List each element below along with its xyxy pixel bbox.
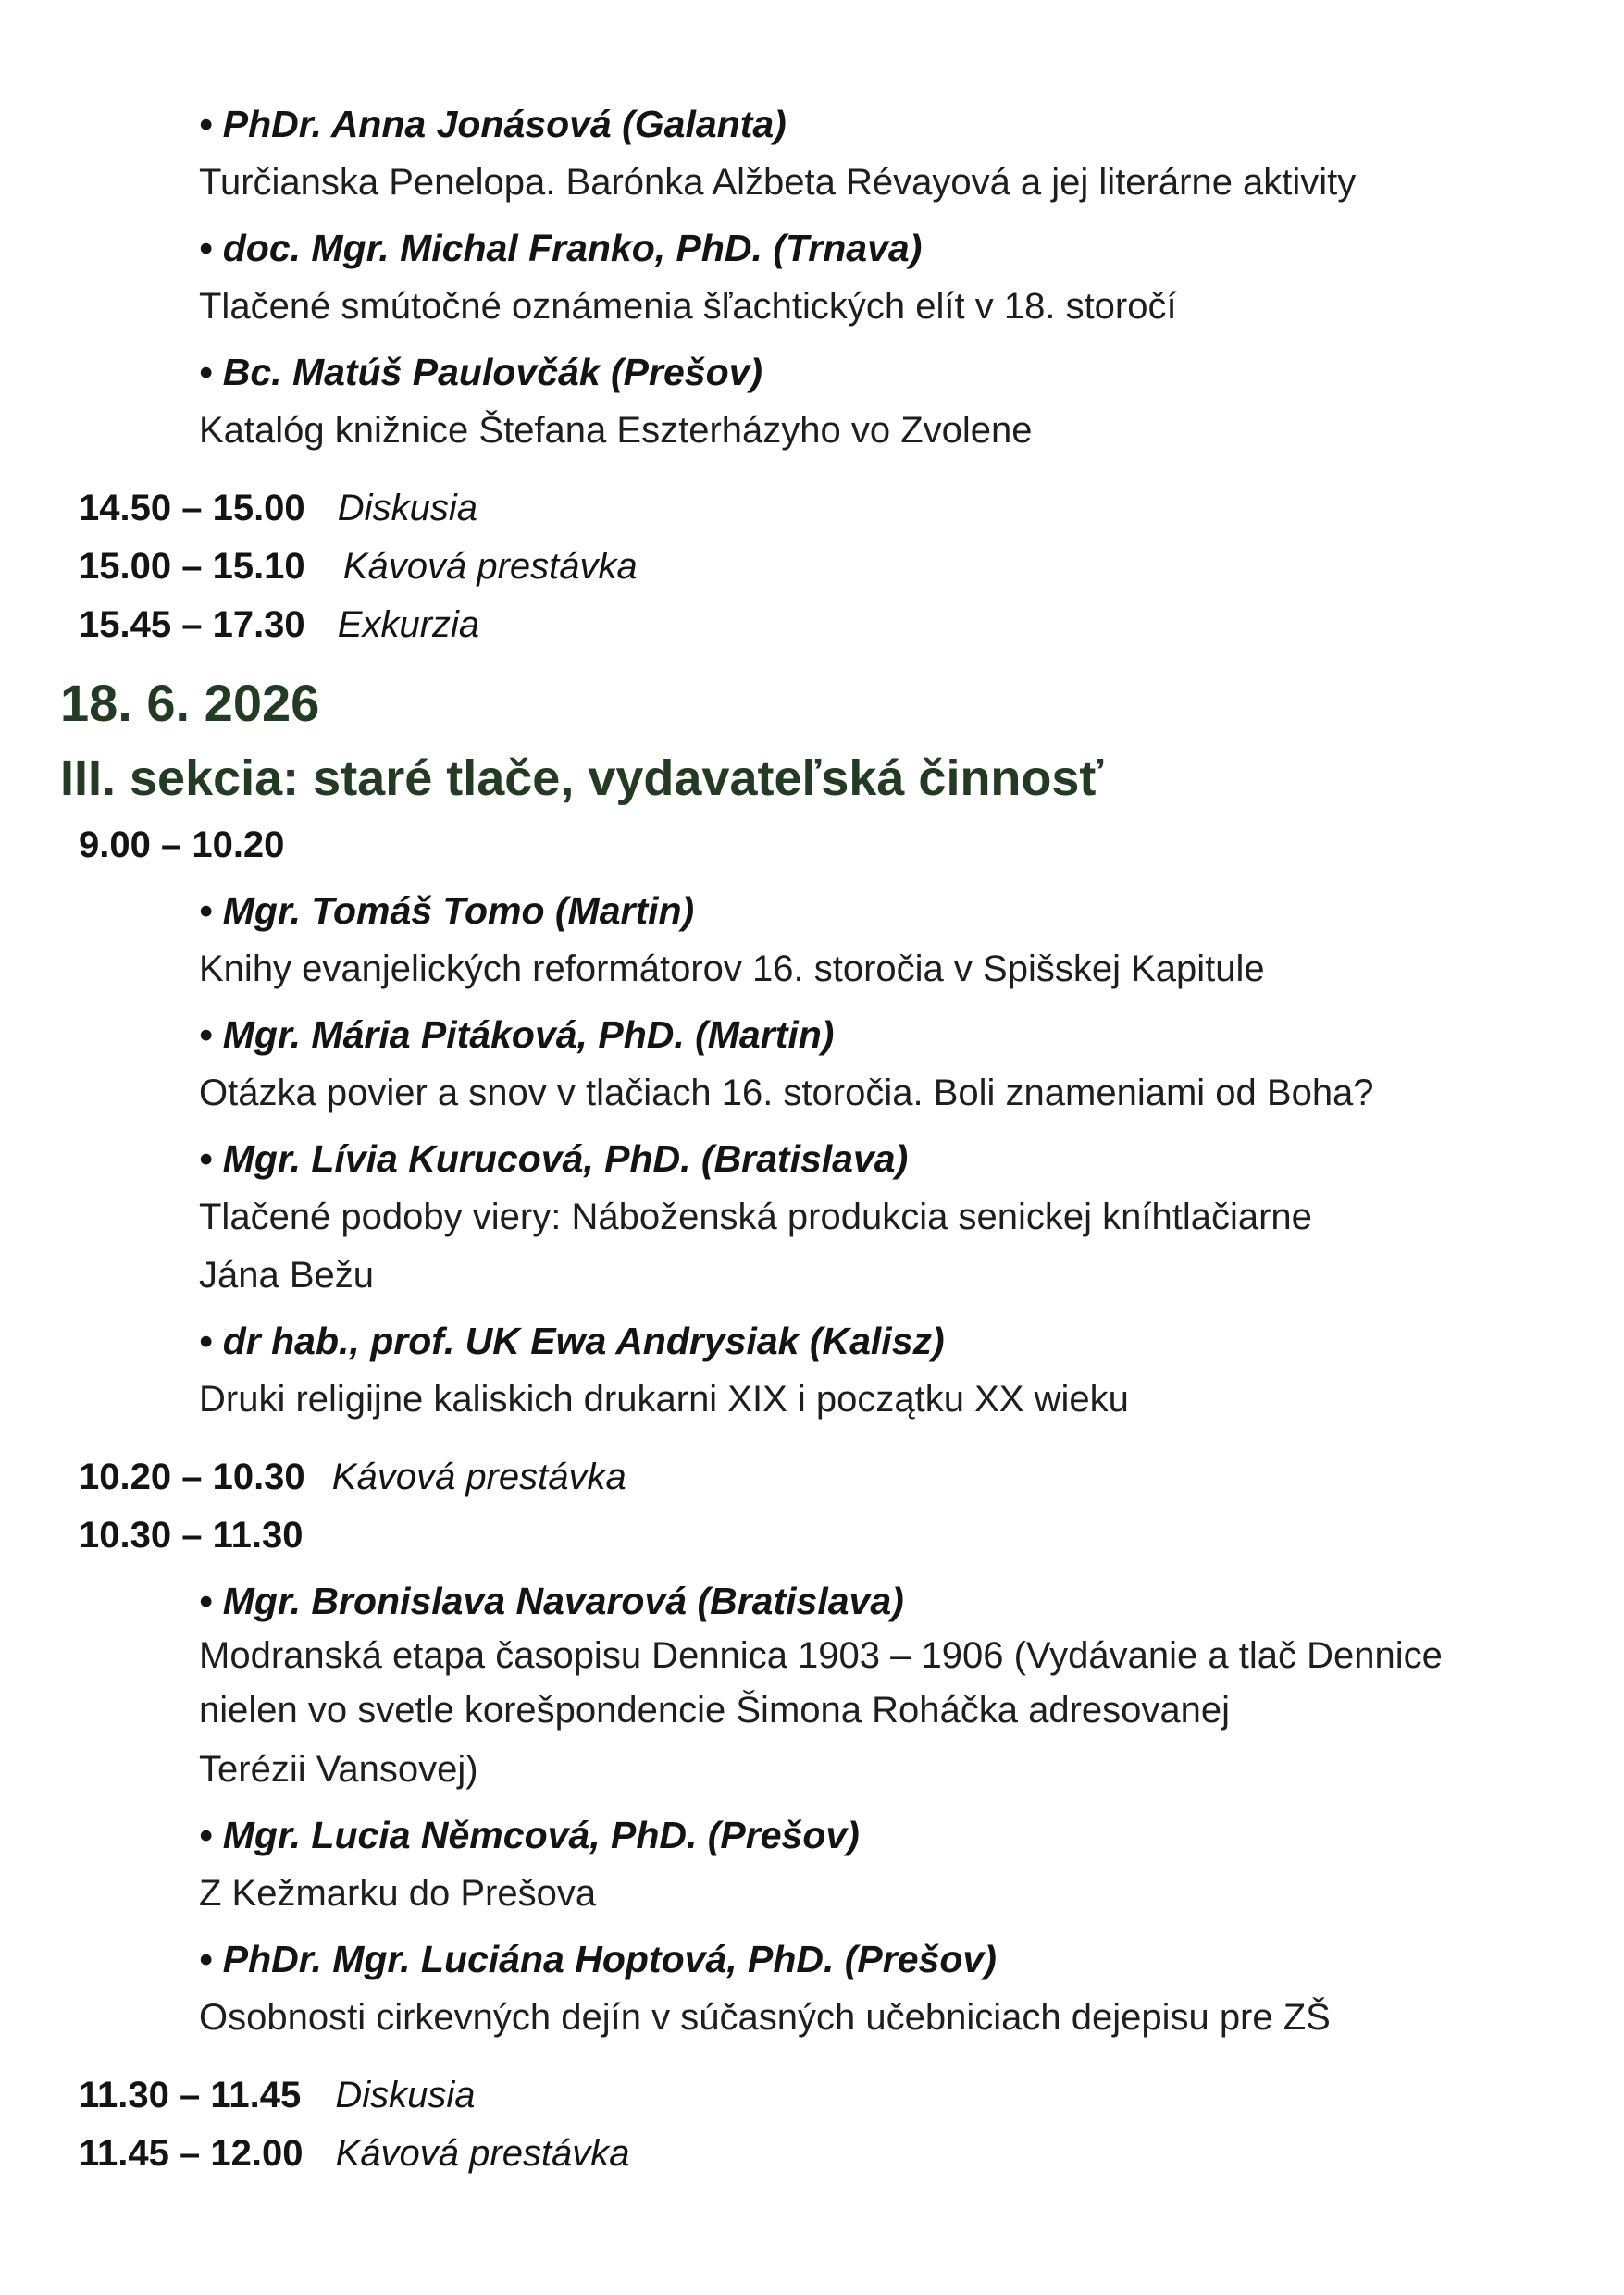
speaker-name: • Mgr. Tomáš Tomo (Martin) [199,889,695,932]
schedule-time: 15.45 – 17.30 [79,604,305,645]
talk-title: Jána Bežu [199,1255,375,1296]
schedule-time: 10.30 – 11.30 [79,1515,304,1556]
schedule-label: Diskusia [337,488,477,528]
speaker-name: • Mgr. Lívia Kurucová, PhD. (Bratislava) [199,1137,909,1180]
talk-title: Tlačené podoby viery: Náboženská produkcia senickej kníhtlačiarne [199,1197,1312,1237]
talk-title: Druki religijne kaliskich drukarni XIX i początku XX wieku [199,1379,1129,1420]
speaker-name: • Mgr. Bronislava Navarová (Bratislava) [199,1580,904,1622]
speaker-name: • Mgr. Lucia Němcová, PhD. (Prešov) [199,1814,860,1856]
talk-title: Katalóg knižnice Štefana Eszterházyho vo Zvolene [199,410,1033,451]
schedule-item [79,604,479,646]
talk-title: Terézii Vansovej) [199,1749,478,1790]
talk-title: Otázka povier a snov v tlačiach 16. storočia. Boli znameniami od Boha? [199,1073,1374,1113]
schedule-item [79,2133,630,2175]
schedule-time: 11.30 – 11.45 [79,2075,302,2115]
schedule-item [79,546,638,588]
schedule-item [79,1457,626,1498]
talk-title: Turčianska Penelopa. Barónka Alžbeta Révayová a jej literárne aktivity [199,162,1357,203]
schedule-label: Exkurzia [337,604,480,645]
talk-title: Osobnosti cirkevných dejín v súčasných učebniciach dejepisu pre ZŠ [199,1997,1331,2038]
schedule-label: Kávová prestávka [342,546,638,587]
block-time [79,1515,303,1557]
day-date-heading: 18. 6. 2026 [60,674,320,732]
talk-title: Tlačené smútočné oznámenia šľachtických elít v 18. storočí [199,286,1177,327]
schedule-item [79,488,477,529]
speaker-name: • doc. Mgr. Michal Franko, PhD. (Trnava) [199,227,923,269]
schedule-label: Kávová prestávka [335,2133,630,2174]
speaker-name: • dr hab., prof. UK Ewa Andrysiak (Kalisz) [199,1320,945,1362]
talk-title: Z Kežmarku do Prešova [199,1873,597,1914]
schedule-label: Kávová prestávka [331,1457,626,1497]
speaker-name: • PhDr. Anna Jonásová (Galanta) [199,103,787,145]
talk-title: Knihy evanjelických reformátorov 16. storočia v Spišskej Kapitule [199,949,1265,989]
schedule-item [79,2075,476,2116]
schedule-label: Diskusia [335,2075,476,2115]
talk-title: Modranská etapa časopisu Dennica 1903 – 1906 (Vydávanie a tlač Dennice [199,1635,1443,1676]
block-time [79,825,284,866]
schedule-time: 10.20 – 10.30 [79,1457,305,1497]
schedule-time: 15.00 – 15.10 [79,546,305,587]
speaker-name: • Mgr. Mária Pitáková, PhD. (Martin) [199,1013,835,1056]
talk-title: nielen vo svetle korešpondencie Šimona Roháčka adresovanej [199,1690,1231,1731]
section-heading: III. sekcia: staré tlače, vydavateľská činnosť [60,751,1104,806]
speaker-name: • PhDr. Mgr. Luciána Hoptová, PhD. (Prešov) [199,1938,997,1980]
speaker-name: • Bc. Matúš Paulovčák (Prešov) [199,351,763,393]
schedule-time: 9.00 – 10.20 [79,825,285,865]
schedule-time: 11.45 – 12.00 [79,2133,304,2174]
schedule-time: 14.50 – 15.00 [79,488,305,528]
